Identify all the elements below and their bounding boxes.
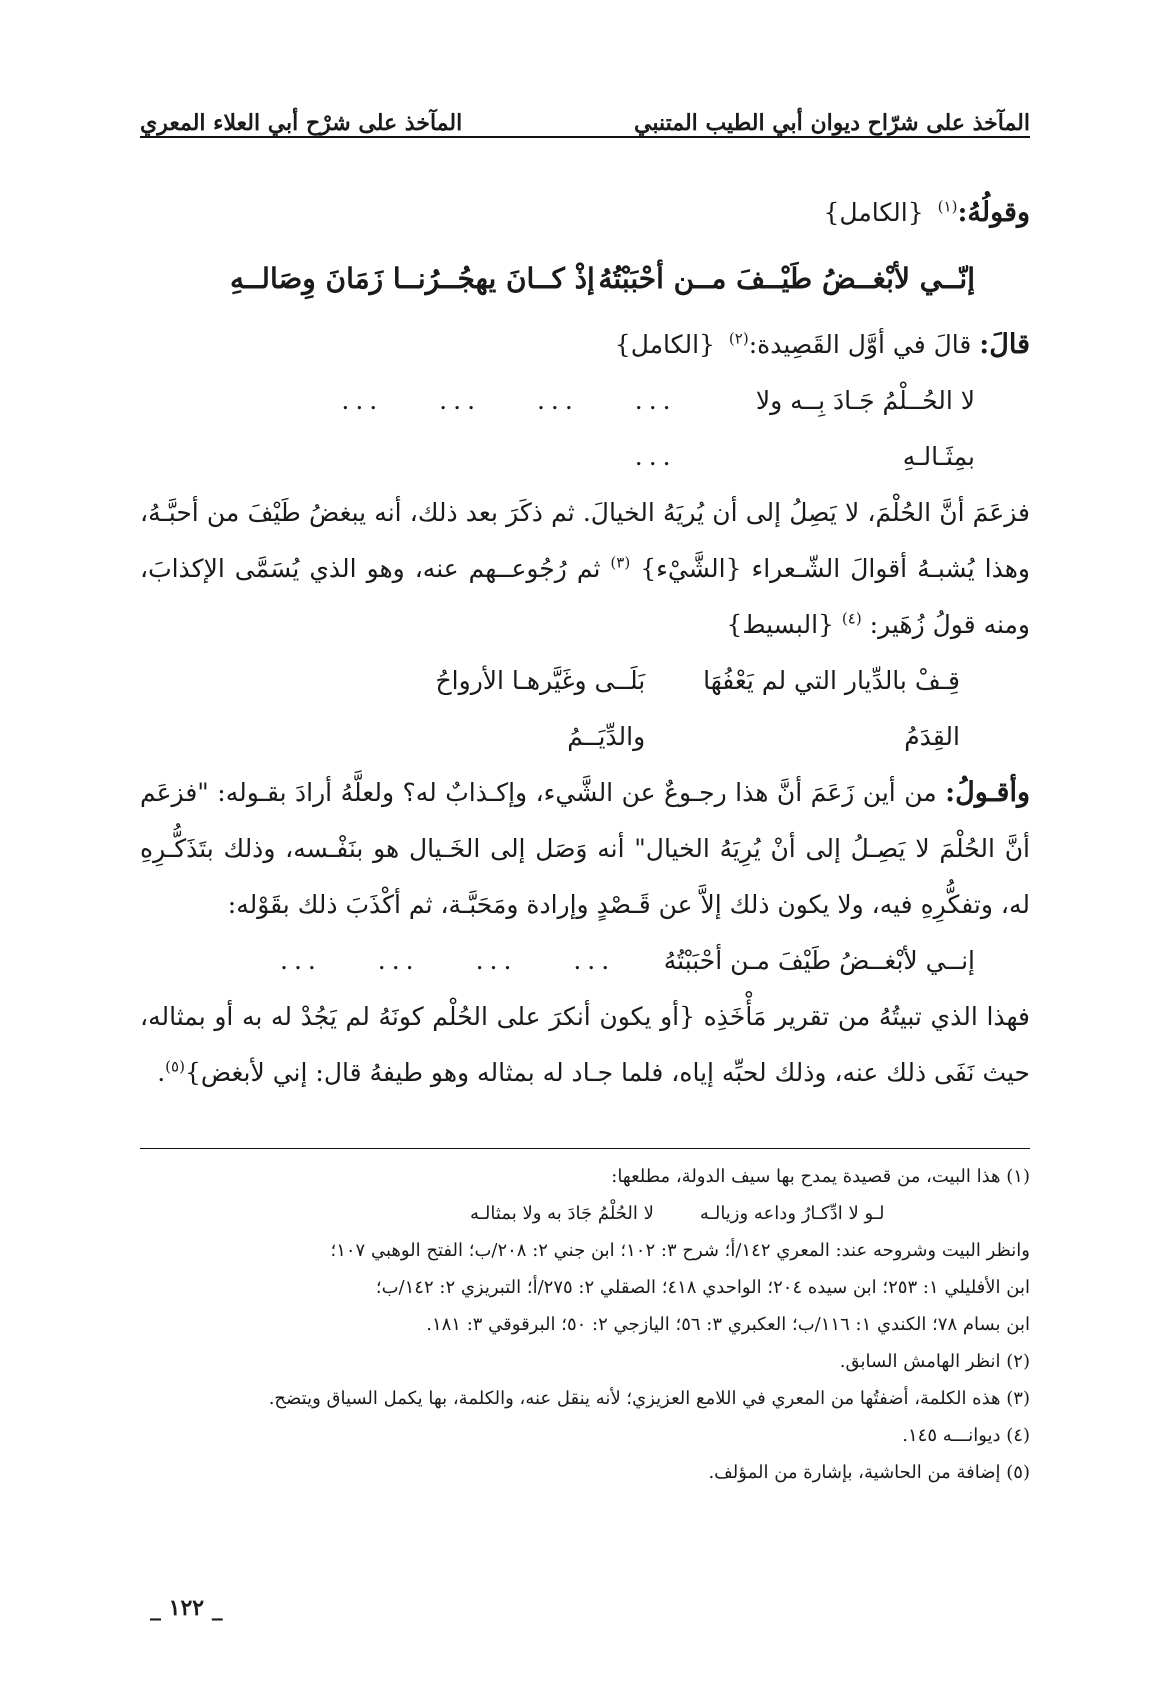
paragraph-2-lead: وأقـولُ: — [945, 777, 1030, 808]
paragraph-3-end: . — [157, 1058, 166, 1087]
footnote-ref-1: (١) — [937, 197, 958, 216]
verse-2-first-hemistich: لا الحُــلْمُ جَـادَ بِــه ولا بمِثَـالـهِ — [755, 386, 975, 471]
footnote-ref-3: (٣) — [610, 553, 631, 572]
footnote-ref-5: (٥) — [165, 1057, 185, 1076]
paragraph-1-text-a: فزعَمَ أنَّ الحُلْمَ، لا يَصِلُ إلى أن يُريَهُ الخيالَ. ثم ذكَرَ بعد ذلك، أنه يبغضُ طَيْفَ من أحبَّـهُ، وهذا يُشبـهُ أقوالَ الشّـعراء {الشَّيْء} — [140, 498, 1030, 583]
meter-label: {الكامل} — [823, 198, 924, 227]
running-head-left: المآخذ على شرْح أبي العلاء المعري — [140, 110, 463, 136]
main-text — [140, 185, 1030, 1101]
footnote-1-verse — [140, 1195, 1030, 1232]
book-page — [140, 0, 1030, 1698]
footnote-5: (٥) إضافة من الحاشية، بإشارة من المؤلف. — [708, 1462, 1030, 1483]
qala-lead: قالَ: — [979, 329, 1030, 360]
footnote-4: (٤) ديوانـــه ١٤٥. — [902, 1425, 1030, 1446]
footnote-ref-2: (٢) — [728, 329, 749, 348]
verse-4-first-hemistich: إنــي لأبْغــضُ طَيْفَ مـن أحْبَبْتُهُ — [663, 946, 975, 975]
verse-4 — [140, 933, 1030, 989]
footnote-1-verse-second: لـو لا ادِّكـارُ وداعه وزيالـه — [699, 1203, 885, 1224]
paragraph-1 — [140, 485, 1030, 653]
footnote-1-verse-first: لا الحُلْمُ جَادَ به ولا بمثالـه — [470, 1203, 654, 1224]
footnote-rule — [140, 1148, 1030, 1149]
qala-text: قالَ في أوَّل القَصِيدة: — [748, 330, 972, 359]
verse-3-first-hemistich: قِـفْ بالدِّيار التي لم يَعْفُهَا القِدَمُ — [703, 666, 960, 751]
running-head-right: المآخذ على شرّاح ديوان أبي الطيب المتنبي — [634, 110, 1030, 136]
footnote-1-refs-b: ابن الأفليلي ١: ٢٥٣؛ ابن سيده ٢٠٤؛ الواحدي ٤١٨؛ الصقلي ٢: ٢٧٥/أ؛ التبريزي ٢: ١٤٢/ب؛ — [375, 1277, 1030, 1298]
qala-line — [140, 317, 1030, 373]
paragraph-1-text-b: ثم رُجُوعــهم عنه، وهو الذي يُسَمَّى الإكذابَ، ومنه قولُ زُهَير: — [140, 554, 1030, 639]
intro-lead: وقولُهُ: — [957, 197, 1030, 228]
header-rule — [140, 136, 1030, 138]
footnote-1-refs-c: ابن بسام ٧٨؛ الكندي ١: ١١٦/ب؛ العكبري ٣: ٥٦؛ اليازجي ٢: ٥٠؛ البرقوقي ٣: ١٨١. — [426, 1314, 1030, 1335]
verse-3-second-hemistich: بَلَــى وغَيَّرهـا الأرواحُ والدِّيَــمُ — [435, 666, 646, 751]
footnote-2: (٢) انظر الهامش السابق. — [839, 1351, 1030, 1372]
paragraph-3-text: فهذا الذي تبيتُهُ من تقرير مَأْخَذِه {أو يكون أنكرَ على الحُلْم كونَهُ لم يَجُدْ له به أو بمثاله، حيث نَفَى ذلك عنه، وذلك لحبِّه إياه، فلما جـاد له بمثاله وهو طيفهُ قال: إني لأبغض} — [140, 1002, 1030, 1087]
verse-2-ellipsis: ... ... ... ... ... — [341, 386, 677, 471]
paragraph-2-text: من أين زَعَمَ أنَّ هذا رجـوعٌ عن الشَّيء، وإكـذابٌ له؟ ولعلَّهُ أرادَ بقـوله: "فزعَم أنَّ الحُلْمَ لا يَصِـلُ إلى أنْ يُرِيَهُ الخيال" أنه وَصَل إلى الخَـيال هو بنَفْـسه، وذلك بتَذَكُّـرِهِ له، وتفكُّرِهِ فيه، ولا يكون ذلك إلاَّ عن قَـصْدٍ وإرادة ومَحَبَّـة، ثم أكْذَبَ ذلك بقَوْله: — [140, 778, 1030, 919]
meter-label: {الكامل} — [614, 330, 715, 359]
verse-2 — [140, 373, 1030, 485]
running-head — [140, 92, 1030, 136]
page-number: _ ١٢٢ _ — [150, 1595, 223, 1621]
paragraph-3 — [140, 989, 1030, 1101]
footnote-ref-4: (٤) — [841, 609, 862, 628]
meter-label: {البسيط} — [726, 610, 834, 639]
footnote-1-intro: (١) هذا البيت، من قصيدة يمدح بها سيف الدولة، مطلعها: — [611, 1166, 1030, 1187]
footnote-3: (٣) هذه الكلمة، أضفتُها من المعري في اللامع العزيزي؛ لأنه ينقل عنه، والكلمة، بها يكمل السياق ويتضح. — [268, 1388, 1030, 1409]
verse-1-first-hemistich: إنّــي لأبْغــضُ طَيْــفَ مــن أحْبَبْتُهُ — [598, 262, 975, 295]
footnote-1-refs-a: وانظر البيت وشروحه عند: المعري ١٤٢/أ؛ شرح ٣: ١٠٢؛ ابن جني ٢: ٢٠٨/ب؛ الفتح الوهبي ١٠٧؛ — [330, 1240, 1030, 1261]
verse-4-ellipsis: ... ... ... ... — [280, 946, 616, 975]
paragraph-2 — [140, 765, 1030, 933]
intro-line — [140, 185, 1030, 241]
footnotes — [140, 1158, 1030, 1491]
verse-3 — [140, 653, 1030, 765]
verse-1 — [140, 241, 1030, 317]
verse-1-second-hemistich: إذْ كــانَ يهجُــرُنــا زَمَانَ وِصَالــهِ — [230, 262, 595, 295]
